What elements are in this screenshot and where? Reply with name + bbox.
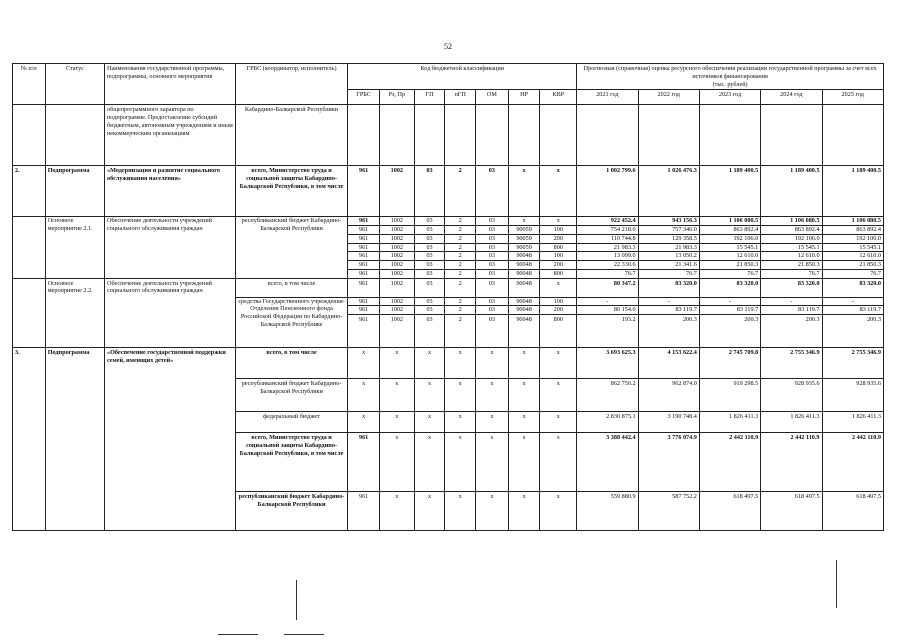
- code-cell: х: [445, 433, 476, 492]
- value-cell: 21 983.3: [638, 243, 699, 252]
- code-cell: х: [379, 412, 414, 433]
- code-cell: 1002: [379, 226, 414, 235]
- forecast-title: Прогнозная (справочная) оценка ресурсного обеспечения реализации государственной программы за счет всех источников финансирования: [583, 65, 877, 80]
- row-name: Обеспечение деятельности учреждений социального обслуживания граждан: [104, 217, 235, 278]
- value-cell: 863 892.4: [699, 226, 760, 235]
- value-cell: 200.3: [638, 315, 699, 348]
- scan-line: [284, 634, 324, 635]
- om-2-1-row: [13, 217, 884, 226]
- value-cell: 21 341.6: [638, 261, 699, 270]
- code-cell: 03: [476, 261, 509, 270]
- value-cell: 15 545.1: [761, 243, 822, 252]
- code-cell: 2: [445, 315, 476, 348]
- code-cell: 800: [540, 269, 577, 278]
- value-cell: 1 189 400.5: [699, 166, 760, 217]
- code-cell: х: [540, 278, 577, 297]
- code-cell: 961: [348, 261, 380, 270]
- code-cell: 03: [476, 166, 509, 217]
- header-status: Статус: [45, 64, 104, 105]
- header-grbs: ГРБС (координатор, исполнитель): [235, 64, 347, 105]
- code-cell: х: [445, 492, 476, 531]
- value-cell: 83 320.0: [822, 278, 883, 297]
- code-cell: 1002: [379, 315, 414, 348]
- value-cell: 83 320.0: [761, 278, 822, 297]
- code-cell: х: [379, 433, 414, 492]
- value-cell: 1 826 411.3: [822, 412, 883, 433]
- code-header: ГРБС: [348, 90, 380, 105]
- scan-line: [218, 634, 258, 635]
- code-cell: 90048: [508, 297, 540, 306]
- value-cell: 1 106 080.5: [699, 217, 760, 226]
- row-grbs: всего, Министерство труда и социальной защиты Кабардино-Балкарской Республики, в том числе: [235, 166, 347, 217]
- continuation-grbs: Кабардино-Балкарской Республики: [235, 105, 347, 166]
- value-cell: 2 755 346.9: [822, 348, 883, 379]
- code-cell: 800: [540, 315, 577, 348]
- code-cell: 1002: [379, 306, 414, 315]
- code-cell: х: [476, 379, 509, 412]
- code-cell: 90048: [508, 306, 540, 315]
- code-cell: 200: [540, 261, 577, 270]
- code-cell: 2: [445, 226, 476, 235]
- row-grbs: федеральный бюджет: [235, 412, 347, 433]
- code-cell: х: [379, 492, 414, 531]
- value-cell: 15 545.1: [699, 243, 760, 252]
- code-cell: 2: [445, 243, 476, 252]
- value-cell: 13 050.2: [638, 252, 699, 261]
- value-cell: 2 442 110.9: [699, 433, 760, 492]
- value-cell: 2 745 709.8: [699, 348, 760, 379]
- code-cell: 100: [540, 297, 577, 306]
- value-cell: 2 442 110.9: [761, 433, 822, 492]
- value-cell: 192 106.0: [699, 234, 760, 243]
- value-cell: 12 610.0: [761, 252, 822, 261]
- continuation-name: общепрограммного характера по подпрограмме. Предоставление субсидий бюджетным, автономным учреждениям и иным некоммерческим организациям: [104, 105, 235, 166]
- code-cell: 2: [445, 269, 476, 278]
- value-cell: 200.3: [761, 315, 822, 348]
- header-num: № п/п: [13, 64, 46, 105]
- code-cell: 2: [445, 252, 476, 261]
- code-cell: 03: [476, 217, 509, 226]
- code-cell: 961: [348, 243, 380, 252]
- value-cell: 76.7: [699, 269, 760, 278]
- code-cell: 03: [414, 297, 445, 306]
- code-cell: 90059: [508, 234, 540, 243]
- row-status: Основное мероприятие 2.2.: [45, 278, 104, 348]
- value-cell: 13 099.0: [577, 252, 638, 261]
- value-cell: 1 002 799.6: [577, 166, 638, 217]
- value-cell: 80 154.0: [577, 306, 638, 315]
- code-cell: 90048: [508, 315, 540, 348]
- code-cell: 03: [414, 252, 445, 261]
- row-grbs: республиканский бюджет Кабардино-Балкарской Республики: [235, 379, 347, 412]
- code-cell: 03: [476, 234, 509, 243]
- code-cell: х: [414, 433, 445, 492]
- value-cell: 559 880.9: [577, 492, 638, 531]
- code-cell: 03: [414, 243, 445, 252]
- value-cell: 863 892.4: [822, 226, 883, 235]
- code-cell: х: [508, 412, 540, 433]
- code-cell: 03: [476, 226, 509, 235]
- code-header: НР: [508, 90, 540, 105]
- code-cell: 1002: [379, 261, 414, 270]
- value-cell: 76.7: [577, 269, 638, 278]
- resource-table: [12, 63, 884, 531]
- code-cell: 800: [540, 243, 577, 252]
- code-cell: 961: [348, 306, 380, 315]
- value-cell: 22 330.6: [577, 261, 638, 270]
- code-cell: 1002: [379, 217, 414, 226]
- code-cell: 2: [445, 166, 476, 217]
- code-cell: 1002: [379, 278, 414, 297]
- value-cell: 76.7: [761, 269, 822, 278]
- code-cell: 1002: [379, 252, 414, 261]
- code-cell: 961: [348, 315, 380, 348]
- code-cell: х: [414, 348, 445, 379]
- code-cell: 90048: [508, 252, 540, 261]
- code-cell: 2: [445, 217, 476, 226]
- value-cell: 83 320.0: [638, 278, 699, 297]
- code-cell: х: [476, 492, 509, 531]
- value-cell: 2 830 875.1: [577, 412, 638, 433]
- code-cell: 90048: [508, 278, 540, 297]
- row-name: «Обеспечение государственной поддержки семей, имеющих детей»: [104, 348, 235, 531]
- value-cell: 757 346.0: [638, 226, 699, 235]
- code-cell: 03: [476, 252, 509, 261]
- value-cell: 129 358.5: [638, 234, 699, 243]
- value-cell: 3 190 748.4: [638, 412, 699, 433]
- value-cell: 922 452.4: [577, 217, 638, 226]
- header-row: [13, 64, 884, 90]
- code-cell: 2: [445, 306, 476, 315]
- value-cell: 3 693 625.3: [577, 348, 638, 379]
- code-cell: 961: [348, 252, 380, 261]
- code-cell: 03: [476, 297, 509, 306]
- code-cell: 2: [445, 261, 476, 270]
- code-cell: х: [379, 379, 414, 412]
- code-cell: х: [476, 348, 509, 379]
- value-cell: 83 320.0: [699, 278, 760, 297]
- code-cell: х: [445, 348, 476, 379]
- value-cell: 83 119.7: [761, 306, 822, 315]
- code-cell: 1002: [379, 297, 414, 306]
- code-cell: 961: [348, 234, 380, 243]
- value-cell: 4 153 622.4: [638, 348, 699, 379]
- code-cell: х: [540, 379, 577, 412]
- header-forecast: [577, 64, 884, 90]
- value-cell: 754 218.0: [577, 226, 638, 235]
- year-header: 2021 год: [577, 90, 638, 105]
- value-cell: 618 497.5: [699, 492, 760, 531]
- value-cell: 863 892.4: [761, 226, 822, 235]
- code-cell: х: [508, 433, 540, 492]
- code-cell: х: [348, 348, 380, 379]
- value-cell: 12 610.0: [822, 252, 883, 261]
- code-header: пГП: [445, 90, 476, 105]
- value-cell: 200.3: [822, 315, 883, 348]
- value-cell: 943 156.3: [638, 217, 699, 226]
- code-header: КВР: [540, 90, 577, 105]
- code-cell: 03: [476, 269, 509, 278]
- code-cell: х: [508, 379, 540, 412]
- value-cell: 2 755 346.9: [761, 348, 822, 379]
- value-cell: 76.7: [822, 269, 883, 278]
- code-cell: 03: [476, 315, 509, 348]
- code-cell: 90048: [508, 269, 540, 278]
- code-header: ОМ: [476, 90, 509, 105]
- value-cell: 587 752.2: [638, 492, 699, 531]
- value-cell: -: [822, 297, 883, 306]
- value-cell: 1 026 476.3: [638, 166, 699, 217]
- code-cell: 961: [348, 166, 380, 217]
- code-cell: х: [540, 166, 577, 217]
- value-cell: -: [577, 297, 638, 306]
- row-name: Обеспечение деятельности учреждений социального обслуживания граждан: [104, 278, 235, 348]
- subprogram-3-row: [13, 348, 884, 379]
- value-cell: 192 106.0: [822, 234, 883, 243]
- value-cell: 83 119.7: [822, 306, 883, 315]
- value-cell: 21 983.3: [577, 243, 638, 252]
- code-cell: 961: [348, 269, 380, 278]
- code-cell: х: [414, 492, 445, 531]
- value-cell: 919 298.5: [699, 379, 760, 412]
- code-cell: х: [508, 217, 540, 226]
- value-cell: 1 106 080.5: [822, 217, 883, 226]
- forecast-units: (тыс. рублей): [712, 80, 748, 88]
- code-cell: 961: [348, 278, 380, 297]
- row-status: Подпрограмма: [45, 348, 104, 531]
- code-cell: х: [476, 433, 509, 492]
- code-cell: 03: [414, 234, 445, 243]
- row-status: Подпрограмма: [45, 166, 104, 217]
- value-cell: -: [761, 297, 822, 306]
- value-cell: 80 347.2: [577, 278, 638, 297]
- code-cell: 03: [414, 278, 445, 297]
- code-cell: х: [508, 348, 540, 379]
- value-cell: 83 119.7: [638, 306, 699, 315]
- code-cell: 1002: [379, 234, 414, 243]
- code-cell: 1002: [379, 243, 414, 252]
- code-cell: 200: [540, 234, 577, 243]
- code-cell: 100: [540, 226, 577, 235]
- value-cell: 1 826 411.3: [761, 412, 822, 433]
- value-cell: 21 850.3: [822, 261, 883, 270]
- code-cell: 03: [476, 243, 509, 252]
- value-cell: 192 106.0: [761, 234, 822, 243]
- code-cell: 100: [540, 252, 577, 261]
- code-cell: 03: [414, 226, 445, 235]
- header-name: Наименования государственной программы, подпрограммы, основного мероприятия: [104, 64, 235, 105]
- code-cell: 2: [445, 278, 476, 297]
- code-cell: х: [414, 412, 445, 433]
- value-cell: 1 189 400.5: [822, 166, 883, 217]
- code-cell: х: [540, 217, 577, 226]
- code-cell: 2: [445, 297, 476, 306]
- code-cell: х: [540, 433, 577, 492]
- year-header: 2024 год: [761, 90, 822, 105]
- code-cell: 961: [348, 492, 380, 531]
- header-kbk: Код бюджетной классификации: [348, 64, 577, 90]
- code-cell: 03: [414, 261, 445, 270]
- code-cell: 03: [414, 217, 445, 226]
- value-cell: 3 388 442.4: [577, 433, 638, 492]
- value-cell: 200.3: [699, 315, 760, 348]
- code-cell: х: [348, 412, 380, 433]
- row-num: 2.: [13, 166, 46, 217]
- code-cell: х: [379, 348, 414, 379]
- row-name: «Модернизация и развитие социального обслуживания населения»: [104, 166, 235, 217]
- value-cell: 862 750.2: [577, 379, 638, 412]
- code-cell: 90059: [508, 226, 540, 235]
- row-grbs: республиканский бюджет Кабардино-Балкарской Республики: [235, 217, 347, 278]
- code-cell: 1002: [379, 166, 414, 217]
- page-number: 52: [444, 42, 452, 51]
- row-grbs: всего, Министерство труда и социальной защиты Кабардино-Балкарской Республики, в том числе: [235, 433, 347, 492]
- code-cell: х: [414, 379, 445, 412]
- code-cell: х: [540, 492, 577, 531]
- code-cell: 200: [540, 306, 577, 315]
- value-cell: 193.2: [577, 315, 638, 348]
- value-cell: 1 826 411.3: [699, 412, 760, 433]
- code-cell: 90048: [508, 261, 540, 270]
- row-grbs: средства Государственного учреждения-Отделения Пенсионного фонда Российской Федерации по Кабардино-Балкарской Республике: [235, 297, 347, 348]
- year-header: 2023 год: [699, 90, 760, 105]
- value-cell: 618 497.5: [822, 492, 883, 531]
- value-cell: 928 935.6: [822, 379, 883, 412]
- code-cell: 961: [348, 297, 380, 306]
- code-cell: х: [348, 379, 380, 412]
- code-cell: 2: [445, 234, 476, 243]
- value-cell: 21 850.3: [761, 261, 822, 270]
- code-cell: 03: [476, 278, 509, 297]
- value-cell: 1 106 080.5: [761, 217, 822, 226]
- row-num: 3.: [13, 348, 46, 531]
- code-cell: 961: [348, 433, 380, 492]
- code-cell: 03: [414, 306, 445, 315]
- code-cell: х: [445, 379, 476, 412]
- code-header: Рз, Пр: [379, 90, 414, 105]
- value-cell: 21 850.3: [699, 261, 760, 270]
- code-cell: 03: [414, 269, 445, 278]
- code-cell: 1002: [379, 269, 414, 278]
- scan-line: [296, 580, 297, 620]
- code-cell: х: [445, 412, 476, 433]
- code-cell: 90059: [508, 243, 540, 252]
- row-status: Основное мероприятие 2.1.: [45, 217, 104, 278]
- value-cell: 618 497.5: [761, 492, 822, 531]
- code-cell: х: [508, 492, 540, 531]
- code-cell: 961: [348, 217, 380, 226]
- value-cell: 2 442 110.9: [822, 433, 883, 492]
- value-cell: 1 189 400.5: [761, 166, 822, 217]
- code-cell: 03: [414, 166, 445, 217]
- value-cell: 15 545.1: [822, 243, 883, 252]
- value-cell: 962 874.0: [638, 379, 699, 412]
- scan-line: [836, 560, 837, 608]
- value-cell: -: [638, 297, 699, 306]
- code-header: ГП: [414, 90, 445, 105]
- row-grbs: всего, в том числе: [235, 348, 347, 379]
- row-grbs: республиканский бюджет Кабардино-Балкарской Республики: [235, 492, 347, 531]
- code-cell: 03: [476, 306, 509, 315]
- value-cell: -: [699, 297, 760, 306]
- value-cell: 83 119.7: [699, 306, 760, 315]
- row-grbs: всего, в том числе: [235, 278, 347, 297]
- code-cell: 03: [414, 315, 445, 348]
- value-cell: 3 776 074.9: [638, 433, 699, 492]
- code-cell: х: [508, 166, 540, 217]
- subprogram-2-row: [13, 166, 884, 217]
- om-2-2-total-row: [13, 278, 884, 297]
- code-cell: х: [540, 348, 577, 379]
- year-header: 2025 год: [822, 90, 883, 105]
- year-header: 2022 год: [638, 90, 699, 105]
- value-cell: 12 610.0: [699, 252, 760, 261]
- code-cell: 961: [348, 226, 380, 235]
- value-cell: 110 744.8: [577, 234, 638, 243]
- code-cell: х: [540, 412, 577, 433]
- value-cell: 76.7: [638, 269, 699, 278]
- value-cell: 928 935.6: [761, 379, 822, 412]
- code-cell: х: [476, 412, 509, 433]
- continuation-row: [13, 105, 884, 166]
